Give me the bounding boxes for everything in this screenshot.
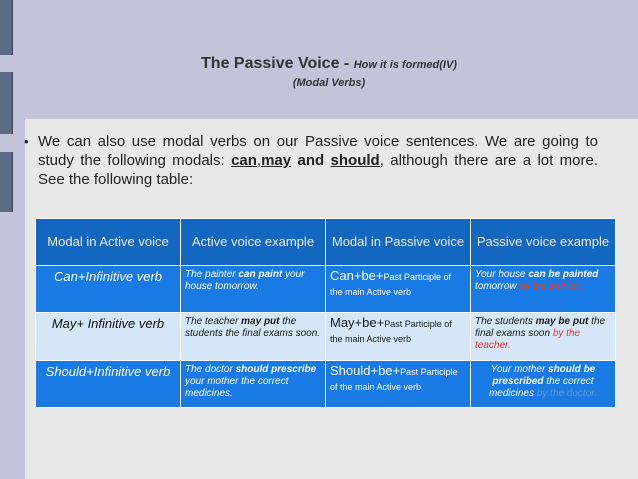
bullet-paragraph (24, 132, 599, 189)
bullet-text-before: We can also use modal verbs on our Passive voice sentences. We are going to study the following modals: (38, 133, 598, 169)
header-cell: Active voice example (181, 219, 326, 266)
modal-active-cell: May+ Infinitive verb (36, 313, 181, 361)
left-tab-strip (0, 0, 14, 479)
modal-passive-cell: Can+be+Past Participle of the main Active verb (326, 266, 471, 313)
left-tab (0, 72, 13, 134)
passive-example-cell: Your house can be painted tomorrow by the painter. (471, 266, 616, 313)
modal-may: may (261, 152, 292, 169)
modal-table (35, 218, 616, 408)
modal-active-cell: Should+Infinitive verb (36, 361, 181, 408)
left-tab (0, 0, 13, 55)
passive-example-cell: The students may be put the final exams soon by the teacher. (471, 313, 616, 361)
table-row (36, 313, 616, 361)
slide-title (30, 55, 628, 89)
modal-active-cell: Can+Infinitive verb (36, 266, 181, 313)
modal-should: should (330, 152, 380, 169)
bullet-comma: , (256, 152, 262, 169)
title-sub: (Modal Verbs) (292, 77, 366, 89)
modal-can: can (231, 152, 257, 169)
title-italic: How it is formed(IV) (353, 59, 457, 71)
header-cell: Modal in Active voice (36, 219, 181, 266)
bullet-text-after: , although there are a lot more. See the following table: (38, 152, 599, 188)
modal-passive-cell: May+be+Past Participle of the main Active verb (326, 313, 471, 361)
header-cell: Modal in Passive voice (326, 219, 471, 266)
left-tab (0, 152, 13, 212)
active-example-cell: The painter can paint your house tomorrow. (181, 266, 326, 313)
table-row (36, 266, 616, 313)
active-example-cell: The doctor should prescribe your mother the correct medicines. (181, 361, 326, 408)
active-example-cell: The teacher may put the students the final exams soon. (181, 313, 326, 361)
table-row (36, 361, 616, 408)
bullet-and: and (291, 152, 331, 169)
bullet-text (38, 132, 598, 189)
table-header-row (36, 219, 616, 266)
passive-example-cell: Your mother should be prescribed the correct medicines by the doctor. (471, 361, 616, 408)
title-main: The Passive Voice - (201, 55, 350, 72)
modal-passive-cell: Should+be+Past Participle of the main Active verb (326, 361, 471, 408)
bullet-dot-icon: • (24, 134, 29, 149)
header-cell: Passive voice example (471, 219, 616, 266)
